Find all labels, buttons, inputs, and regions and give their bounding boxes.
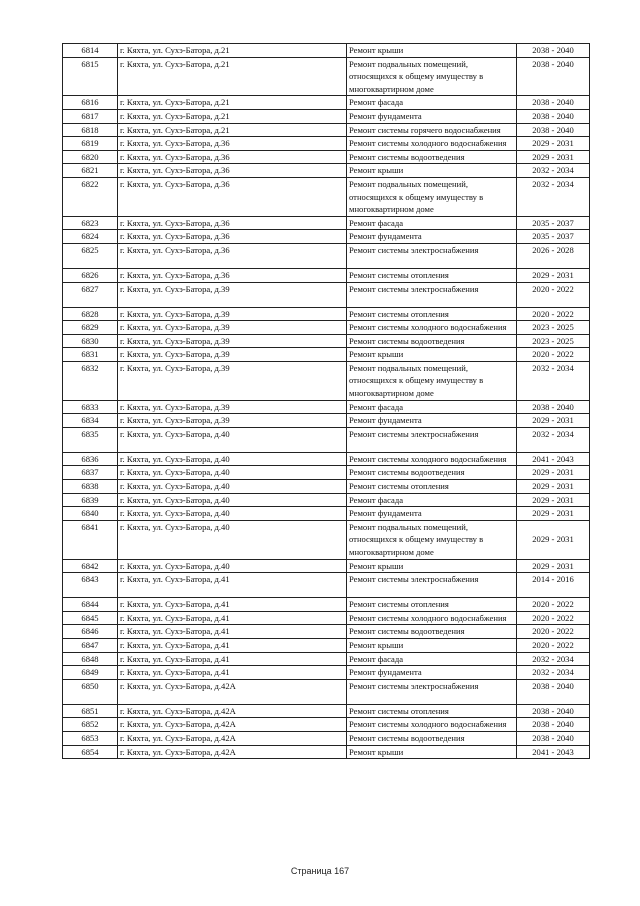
cell-number: 6846 [63, 625, 118, 639]
cell-address: г. Кяхта, ул. Сухэ-Батора, д.41 [118, 625, 347, 639]
cell-address: г. Кяхта, ул. Сухэ-Батора, д.36 [118, 164, 347, 178]
cell-period: 2020 - 2022 [517, 282, 590, 307]
table-row [63, 282, 590, 307]
cell-period: 2032 - 2034 [517, 427, 590, 452]
cell-period: 2038 - 2040 [517, 57, 590, 96]
cell-number: 6847 [63, 638, 118, 652]
cell-address: г. Кяхта, ул. Сухэ-Батора, д.40 [118, 559, 347, 573]
table-row [63, 652, 590, 666]
cell-number: 6833 [63, 400, 118, 414]
table-row [63, 520, 590, 559]
table-row [63, 666, 590, 680]
cell-work-type: Ремонт крыши [347, 164, 517, 178]
cell-number: 6842 [63, 559, 118, 573]
cell-period: 2020 - 2022 [517, 598, 590, 612]
cell-work-type: Ремонт подвальных помещений, относящихся к общему имуществу в многоквартирном доме [347, 57, 517, 96]
cell-work-type: Ремонт крыши [347, 44, 517, 58]
cell-work-type: Ремонт фасада [347, 652, 517, 666]
cell-work-type: Ремонт фундамента [347, 109, 517, 123]
cell-work-type: Ремонт системы отопления [347, 307, 517, 321]
cell-work-type: Ремонт подвальных помещений, относящихся к общему имуществу в многоквартирном доме [347, 520, 517, 559]
cell-work-type: Ремонт крыши [347, 348, 517, 362]
cell-period: 2038 - 2040 [517, 109, 590, 123]
cell-work-type: Ремонт системы электроснабжения [347, 679, 517, 704]
cell-number: 6826 [63, 268, 118, 282]
cell-period: 2014 - 2016 [517, 573, 590, 598]
cell-period: 2032 - 2034 [517, 177, 590, 216]
cell-work-type: Ремонт системы отопления [347, 480, 517, 494]
cell-number: 6827 [63, 282, 118, 307]
cell-period: 2041 - 2043 [517, 745, 590, 759]
cell-number: 6850 [63, 679, 118, 704]
table-row [63, 307, 590, 321]
cell-work-type: Ремонт системы водоотведения [347, 150, 517, 164]
cell-number: 6837 [63, 466, 118, 480]
cell-period: 2032 - 2034 [517, 652, 590, 666]
table-row [63, 137, 590, 151]
cell-period: 2029 - 2031 [517, 480, 590, 494]
cell-address: г. Кяхта, ул. Сухэ-Батора, д.41 [118, 573, 347, 598]
table-row [63, 573, 590, 598]
cell-number: 6844 [63, 598, 118, 612]
cell-period: 2038 - 2040 [517, 718, 590, 732]
cell-number: 6852 [63, 718, 118, 732]
table-row [63, 400, 590, 414]
cell-address: г. Кяхта, ул. Сухэ-Батора, д.39 [118, 414, 347, 428]
cell-work-type: Ремонт системы электроснабжения [347, 427, 517, 452]
cell-period: 2029 - 2031 [517, 520, 590, 559]
cell-address: г. Кяхта, ул. Сухэ-Батора, д.21 [118, 109, 347, 123]
cell-work-type: Ремонт системы холодного водоснабжения [347, 718, 517, 732]
table-row [63, 96, 590, 110]
table-row [63, 321, 590, 335]
cell-period: 2020 - 2022 [517, 625, 590, 639]
cell-number: 6815 [63, 57, 118, 96]
cell-work-type: Ремонт системы отопления [347, 268, 517, 282]
cell-work-type: Ремонт системы отопления [347, 704, 517, 718]
cell-number: 6849 [63, 666, 118, 680]
cell-address: г. Кяхта, ул. Сухэ-Батора, д.21 [118, 96, 347, 110]
cell-period: 2038 - 2040 [517, 123, 590, 137]
cell-address: г. Кяхта, ул. Сухэ-Батора, д.42А [118, 745, 347, 759]
table-row [63, 718, 590, 732]
cell-address: г. Кяхта, ул. Сухэ-Батора, д.36 [118, 268, 347, 282]
cell-address: г. Кяхта, ул. Сухэ-Батора, д.36 [118, 230, 347, 244]
cell-number: 6821 [63, 164, 118, 178]
cell-number: 6814 [63, 44, 118, 58]
cell-work-type: Ремонт крыши [347, 638, 517, 652]
table-row [63, 334, 590, 348]
cell-work-type: Ремонт фасада [347, 96, 517, 110]
cell-address: г. Кяхта, ул. Сухэ-Батора, д.42А [118, 679, 347, 704]
cell-number: 6825 [63, 243, 118, 268]
table-row [63, 679, 590, 704]
cell-number: 6828 [63, 307, 118, 321]
cell-address: г. Кяхта, ул. Сухэ-Батора, д.39 [118, 307, 347, 321]
cell-work-type: Ремонт фасада [347, 493, 517, 507]
cell-period: 2020 - 2022 [517, 611, 590, 625]
table-row [63, 243, 590, 268]
table-row [63, 348, 590, 362]
cell-address: г. Кяхта, ул. Сухэ-Батора, д.40 [118, 520, 347, 559]
cell-number: 6819 [63, 137, 118, 151]
cell-address: г. Кяхта, ул. Сухэ-Батора, д.36 [118, 177, 347, 216]
cell-number: 6824 [63, 230, 118, 244]
cell-number: 6831 [63, 348, 118, 362]
cell-work-type: Ремонт фасада [347, 400, 517, 414]
table-row [63, 57, 590, 96]
cell-address: г. Кяхта, ул. Сухэ-Батора, д.42А [118, 731, 347, 745]
cell-period: 2032 - 2034 [517, 361, 590, 400]
cell-address: г. Кяхта, ул. Сухэ-Батора, д.36 [118, 243, 347, 268]
cell-period: 2029 - 2031 [517, 268, 590, 282]
cell-period: 2038 - 2040 [517, 400, 590, 414]
cell-work-type: Ремонт системы горячего водоснабжения [347, 123, 517, 137]
cell-address: г. Кяхта, ул. Сухэ-Батора, д.39 [118, 400, 347, 414]
cell-period: 2038 - 2040 [517, 44, 590, 58]
table-row [63, 216, 590, 230]
cell-number: 6830 [63, 334, 118, 348]
cell-address: г. Кяхта, ул. Сухэ-Батора, д.39 [118, 348, 347, 362]
table-row [63, 44, 590, 58]
page-number: Страница 167 [290, 866, 350, 876]
table-body [63, 44, 590, 759]
cell-period: 2029 - 2031 [517, 559, 590, 573]
cell-work-type: Ремонт фундамента [347, 666, 517, 680]
cell-work-type: Ремонт подвальных помещений, относящихся к общему имуществу в многоквартирном доме [347, 361, 517, 400]
cell-number: 6834 [63, 414, 118, 428]
cell-number: 6843 [63, 573, 118, 598]
table-row [63, 493, 590, 507]
cell-address: г. Кяхта, ул. Сухэ-Батора, д.36 [118, 150, 347, 164]
cell-work-type: Ремонт подвальных помещений, относящихся к общему имуществу в многоквартирном доме [347, 177, 517, 216]
table-row [63, 361, 590, 400]
cell-address: г. Кяхта, ул. Сухэ-Батора, д.39 [118, 321, 347, 335]
cell-number: 6835 [63, 427, 118, 452]
table-row [63, 109, 590, 123]
cell-number: 6848 [63, 652, 118, 666]
cell-period: 2032 - 2034 [517, 666, 590, 680]
table-row [63, 745, 590, 759]
cell-work-type: Ремонт системы водоотведения [347, 466, 517, 480]
cell-number: 6851 [63, 704, 118, 718]
table-row [63, 638, 590, 652]
cell-number: 6816 [63, 96, 118, 110]
cell-period: 2023 - 2025 [517, 321, 590, 335]
cell-work-type: Ремонт фундамента [347, 414, 517, 428]
cell-address: г. Кяхта, ул. Сухэ-Батора, д.36 [118, 137, 347, 151]
cell-work-type: Ремонт системы водоотведения [347, 334, 517, 348]
cell-number: 6820 [63, 150, 118, 164]
table-row [63, 150, 590, 164]
table-row [63, 466, 590, 480]
cell-number: 6840 [63, 507, 118, 521]
cell-work-type: Ремонт крыши [347, 745, 517, 759]
cell-address: г. Кяхта, ул. Сухэ-Батора, д.40 [118, 466, 347, 480]
cell-number: 6839 [63, 493, 118, 507]
cell-period: 2041 - 2043 [517, 452, 590, 466]
cell-address: г. Кяхта, ул. Сухэ-Батора, д.40 [118, 480, 347, 494]
cell-period: 2035 - 2037 [517, 216, 590, 230]
cell-period: 2035 - 2037 [517, 230, 590, 244]
table-row [63, 625, 590, 639]
cell-period: 2026 - 2028 [517, 243, 590, 268]
cell-address: г. Кяхта, ул. Сухэ-Батора, д.40 [118, 452, 347, 466]
cell-period: 2038 - 2040 [517, 679, 590, 704]
table-row [63, 177, 590, 216]
cell-period: 2038 - 2040 [517, 96, 590, 110]
cell-number: 6838 [63, 480, 118, 494]
cell-work-type: Ремонт системы электроснабжения [347, 573, 517, 598]
cell-work-type: Ремонт системы электроснабжения [347, 282, 517, 307]
table-row [63, 507, 590, 521]
cell-address: г. Кяхта, ул. Сухэ-Батора, д.40 [118, 427, 347, 452]
cell-address: г. Кяхта, ул. Сухэ-Батора, д.41 [118, 598, 347, 612]
table-row [63, 268, 590, 282]
cell-period: 2020 - 2022 [517, 638, 590, 652]
cell-number: 6854 [63, 745, 118, 759]
cell-period: 2020 - 2022 [517, 348, 590, 362]
table-row [63, 480, 590, 494]
cell-work-type: Ремонт системы электроснабжения [347, 243, 517, 268]
cell-number: 6817 [63, 109, 118, 123]
cell-number: 6832 [63, 361, 118, 400]
cell-address: г. Кяхта, ул. Сухэ-Батора, д.39 [118, 361, 347, 400]
cell-period: 2029 - 2031 [517, 493, 590, 507]
table-row [63, 164, 590, 178]
cell-address: г. Кяхта, ул. Сухэ-Батора, д.39 [118, 282, 347, 307]
cell-work-type: Ремонт системы холодного водоснабжения [347, 452, 517, 466]
cell-work-type: Ремонт системы холодного водоснабжения [347, 611, 517, 625]
cell-address: г. Кяхта, ул. Сухэ-Батора, д.42А [118, 718, 347, 732]
table-row [63, 452, 590, 466]
cell-period: 2029 - 2031 [517, 414, 590, 428]
cell-period: 2029 - 2031 [517, 150, 590, 164]
cell-period: 2029 - 2031 [517, 137, 590, 151]
cell-period: 2029 - 2031 [517, 466, 590, 480]
cell-work-type: Ремонт фасада [347, 216, 517, 230]
cell-period: 2038 - 2040 [517, 731, 590, 745]
table-row [63, 731, 590, 745]
cell-address: г. Кяхта, ул. Сухэ-Батора, д.41 [118, 611, 347, 625]
cell-address: г. Кяхта, ул. Сухэ-Батора, д.39 [118, 334, 347, 348]
cell-period: 2038 - 2040 [517, 704, 590, 718]
cell-address: г. Кяхта, ул. Сухэ-Батора, д.41 [118, 638, 347, 652]
table-row [63, 427, 590, 452]
cell-number: 6836 [63, 452, 118, 466]
cell-number: 6841 [63, 520, 118, 559]
cell-number: 6853 [63, 731, 118, 745]
table-row [63, 414, 590, 428]
table-row [63, 611, 590, 625]
cell-period: 2020 - 2022 [517, 307, 590, 321]
cell-work-type: Ремонт фундамента [347, 230, 517, 244]
cell-number: 6823 [63, 216, 118, 230]
cell-address: г. Кяхта, ул. Сухэ-Батора, д.21 [118, 57, 347, 96]
cell-work-type: Ремонт системы холодного водоснабжения [347, 137, 517, 151]
cell-period: 2029 - 2031 [517, 507, 590, 521]
cell-address: г. Кяхта, ул. Сухэ-Батора, д.40 [118, 507, 347, 521]
cell-period: 2032 - 2034 [517, 164, 590, 178]
cell-address: г. Кяхта, ул. Сухэ-Батора, д.41 [118, 652, 347, 666]
cell-work-type: Ремонт крыши [347, 559, 517, 573]
cell-address: г. Кяхта, ул. Сухэ-Батора, д.21 [118, 44, 347, 58]
cell-address: г. Кяхта, ул. Сухэ-Батора, д.41 [118, 666, 347, 680]
cell-work-type: Ремонт системы отопления [347, 598, 517, 612]
cell-address: г. Кяхта, ул. Сухэ-Батора, д.40 [118, 493, 347, 507]
cell-work-type: Ремонт системы холодного водоснабжения [347, 321, 517, 335]
cell-work-type: Ремонт системы водоотведения [347, 731, 517, 745]
table-row [63, 598, 590, 612]
table-row [63, 704, 590, 718]
cell-period: 2023 - 2025 [517, 334, 590, 348]
table-row [63, 559, 590, 573]
cell-address: г. Кяхта, ул. Сухэ-Батора, д.21 [118, 123, 347, 137]
table-row [63, 230, 590, 244]
cell-number: 6845 [63, 611, 118, 625]
cell-number: 6822 [63, 177, 118, 216]
cell-number: 6818 [63, 123, 118, 137]
cell-address: г. Кяхта, ул. Сухэ-Батора, д.36 [118, 216, 347, 230]
cell-number: 6829 [63, 321, 118, 335]
repair-schedule-table [62, 43, 590, 759]
cell-address: г. Кяхта, ул. Сухэ-Батора, д.42А [118, 704, 347, 718]
cell-work-type: Ремонт фундамента [347, 507, 517, 521]
table-row [63, 123, 590, 137]
cell-work-type: Ремонт системы водоотведения [347, 625, 517, 639]
